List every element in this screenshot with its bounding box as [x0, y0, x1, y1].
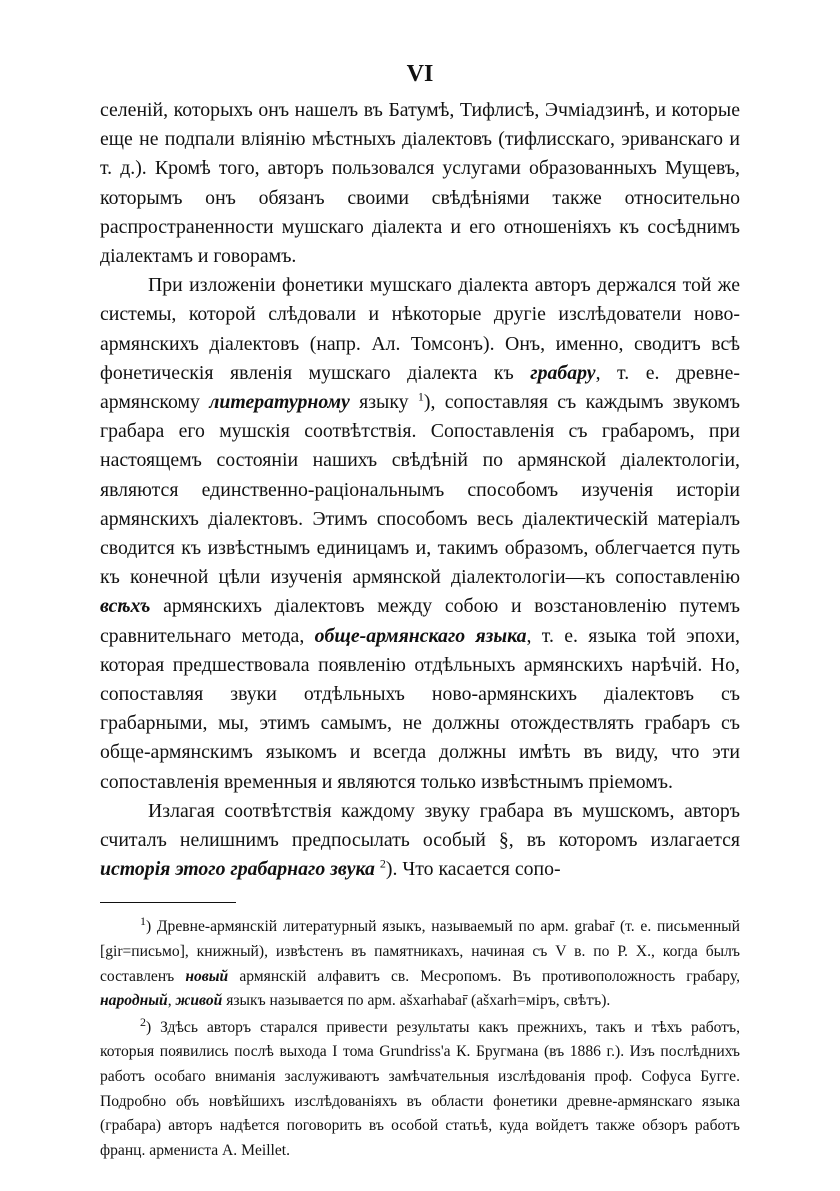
- paragraph-2-text-3: языку: [349, 391, 418, 414]
- emphasis-obshche-armyanskago: обще-армянскаго языка: [314, 624, 527, 647]
- paragraph-1: селеній, которыхъ онъ нашелъ въ Батумѣ, Тифлисѣ, Эчміадзинѣ, и которые еще не подпали вліянію мѣстныхъ діалектовъ (тифлисскаго, эриванскаго и т. д.). Кромѣ того, авторъ пользовался услугами образованныхъ Мущевъ, которымъ онъ обязанъ своими свѣдѣніями также относительно распространенности мушскаго діалекта и его отношеніяхъ къ сосѣднимъ діалектамъ и говорамъ.: [100, 99, 740, 268]
- paragraph-3-text-3: ). Что касается сопо-: [385, 858, 561, 881]
- emphasis-istoriya: исторія этого грабарнаго звука: [100, 858, 375, 881]
- paragraph-2-text-1: При изложеніи фонетики мушскаго діалекта авторъ держался той же системы, которой слѣдовали и нѣкоторые другіе изслѣдователи ново-армянскихъ діалектовъ (напр. Ал. Томсонъ). Онъ, именно, сводитъ всѣ фонетическія явленія мушскаго діалекта къ: [100, 274, 740, 384]
- footnote-1-text-2: армянскій алфавитъ св. Месропомъ. Въ противоположность грабару,: [228, 967, 740, 985]
- footnote-2-marker: 2: [140, 1014, 146, 1029]
- footnote-1-text-3: ,: [167, 992, 176, 1010]
- footnotes: [100, 915, 740, 1163]
- paragraph-3: [100, 797, 740, 885]
- footnote-1-emphasis-zhivoi: живой: [175, 992, 223, 1010]
- book-page: [100, 58, 740, 1163]
- main-text: [100, 96, 740, 884]
- paragraph-2-text-2: , т. е. древне-армянскому: [100, 361, 740, 414]
- footnote-ref-2[interactable]: 2: [379, 856, 386, 871]
- paragraph-2-text-5: армянскихъ діалектовъ между собою и возстановленію путемъ сравнительнаго метода,: [100, 595, 740, 647]
- footnote-2-text: ) Здѣсь авторъ старался привести результаты какъ прежнихъ, такъ и тѣхъ работъ, которыя появились послѣ выхода I тома Grundriss'a К. Бругмана (въ 1886 г.). Изъ послѣднихъ работъ особаго вниманія заслуживаютъ замѣчательныя изслѣдованія проф. Софуса Бугге. Подробно объ новѣйшихъ изслѣдованіяхъ въ области фонетики древне-армянскаго языка (грабара) авторъ надѣется поговорить въ особой статьѣ, куда войдетъ также обзоръ работъ франц. армениста А. Meillet.: [100, 1018, 740, 1159]
- footnote-1-text-1: ) Древне-армянскій литературный языкъ, называемый по арм. grabar̄ (т. е. письменный [gir=письмо], книжный), извѣстенъ въ памятникахъ, начиная съ V в. по Р. Х., когда былъ составленъ: [100, 918, 740, 985]
- footnote-1-marker: 1: [140, 914, 146, 929]
- footnote-1-emphasis-novyi: новый: [185, 967, 229, 985]
- footnote-2: [100, 1016, 740, 1164]
- emphasis-vsekh: всѣхъ: [100, 595, 151, 618]
- paragraph-2: [100, 271, 740, 797]
- footnote-1-text-4: языкъ называется по арм. ašxarhabar̄ (ašxarh=міръ, свѣтъ).: [222, 992, 611, 1010]
- emphasis-literaturnomu: литературному: [209, 391, 350, 414]
- footnote-ref-1[interactable]: 1: [417, 389, 424, 404]
- page-number: VI: [406, 61, 434, 87]
- paragraph-2-text-6: , т. е. языка той эпохи, которая предшествовала появленію отдѣльныхъ армянскихъ нарѣчій. Но, сопоставляя звуки отдѣльныхъ ново-армянскихъ діалектовъ съ грабарными, мы, этимъ самымъ, не должны отождествлять грабаръ съ обще-армянскимъ языкомъ и всегда должны имѣть въ виду, что эти сопоставленія временныя и являются только извѣстнымъ пріемомъ.: [100, 624, 740, 793]
- emphasis-grabaru: грабару: [530, 361, 596, 384]
- paragraph-3-text-1: Излагая соотвѣтствія каждому звуку грабара въ мушскомъ, авторъ считалъ нелишнимъ предпосылать особый §, въ которомъ излагается: [100, 799, 740, 852]
- paragraph-2-text-4: ), сопоставляя съ каждымъ звукомъ грабара его мушскія соотвѣтствія. Сопоставленія съ грабаромъ, при настоящемъ состояніи нашихъ свѣдѣній по армянской діалектологіи, являются единственно-раціональнымъ способомъ изученія исторіи армянскихъ діалектовъ. Этимъ способомъ весь діалектическій матеріалъ сводится къ извѣстнымъ единицамъ и, такимъ образомъ, облегчается путь къ конечной цѣли изученія армянской діалектологіи—къ сопоставленію: [100, 391, 740, 589]
- footnote-1-emphasis-narodnyi: народный: [100, 992, 168, 1010]
- footnote-1: [100, 915, 740, 1013]
- footnote-separator: [100, 902, 236, 903]
